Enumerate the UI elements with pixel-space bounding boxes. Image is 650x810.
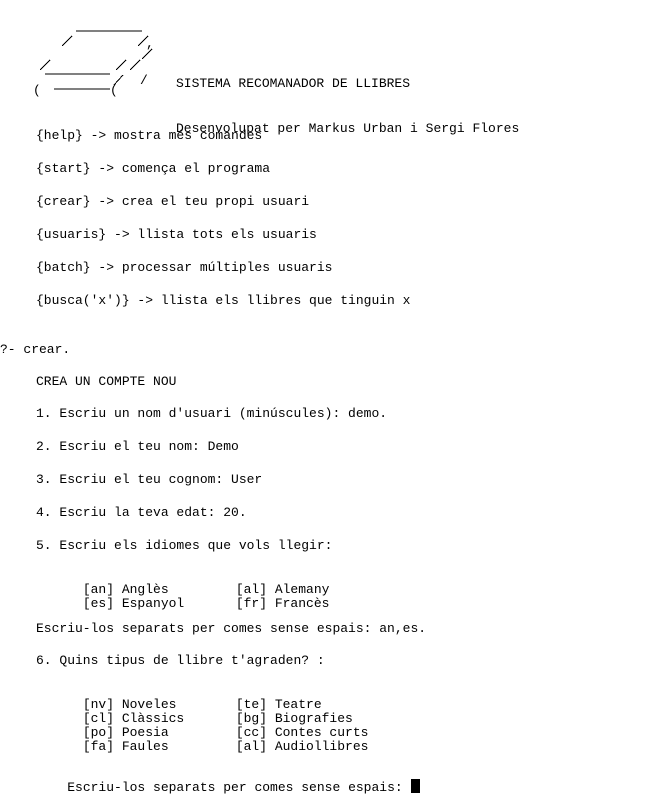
book-logo-icon	[28, 22, 158, 100]
language-option: [al] Alemany	[235, 582, 330, 597]
form-heading: CREA UN COMPTE NOU	[36, 374, 177, 389]
svg-text:(: (	[33, 83, 41, 98]
genre-option: [fa] Faules	[82, 739, 169, 754]
question-languages: 5. Escriu els idiomes que vols llegir:	[36, 538, 333, 553]
genre-option: [nv] Noveles	[82, 697, 177, 712]
command-usuaris: {usuaris} -> llista tots els usuaris	[36, 227, 317, 242]
app-subtitle: Desenvolupat per Markus Urban i Sergi Flores	[176, 121, 520, 136]
question-username: 1. Escriu un nom d'usuari (minúscules): demo.	[36, 406, 388, 421]
text-cursor[interactable]	[411, 779, 420, 793]
question-age: 4. Escriu la teva edat: 20.	[36, 505, 247, 520]
languages-answer: Escriu-los separats per comes sense espais: an,es.	[36, 621, 427, 636]
svg-text:/: /	[140, 73, 148, 88]
command-help: {help} -> mostra més comandes	[36, 128, 263, 143]
command-start: {start} -> comença el programa	[36, 161, 271, 176]
language-option: [es] Espanyol	[82, 596, 185, 611]
command-batch: {batch} -> processar múltiples usuaris	[36, 260, 333, 275]
svg-text:(: (	[110, 83, 118, 98]
genre-option: [po] Poesia	[82, 725, 169, 740]
app-title: SISTEMA RECOMANADOR DE LLIBRES	[176, 76, 411, 91]
genre-option: [al] Audiollibres	[235, 739, 369, 754]
svg-text:,: ,	[146, 36, 154, 51]
prolog-prompt: ?- crear.	[0, 342, 71, 357]
genres-input-line[interactable]	[36, 764, 420, 810]
genre-option: [te] Teatre	[235, 697, 322, 712]
command-busca: {busca('x')} -> llista els llibres que tinguin x	[36, 293, 411, 308]
question-surname: 3. Escriu el teu cognom: User	[36, 472, 263, 487]
question-name: 2. Escriu el teu nom: Demo	[36, 439, 239, 454]
language-option: [an] Anglès	[82, 582, 169, 597]
question-genres: 6. Quins tipus de llibre t'agraden? :	[36, 653, 325, 668]
genre-option: [cc] Contes curts	[235, 725, 369, 740]
genre-options	[36, 684, 369, 754]
genres-prompt: Escriu-los separats per comes sense espais:	[67, 780, 411, 795]
genre-option: [bg] Biografies	[235, 711, 353, 726]
command-crear: {crear} -> crea el teu propi usuari	[36, 194, 310, 209]
language-option: [fr] Francès	[235, 596, 330, 611]
header	[176, 46, 519, 166]
genre-option: [cl] Clàssics	[82, 711, 185, 726]
genre-row	[36, 684, 368, 712]
language-options	[36, 569, 330, 611]
language-row	[36, 569, 330, 597]
